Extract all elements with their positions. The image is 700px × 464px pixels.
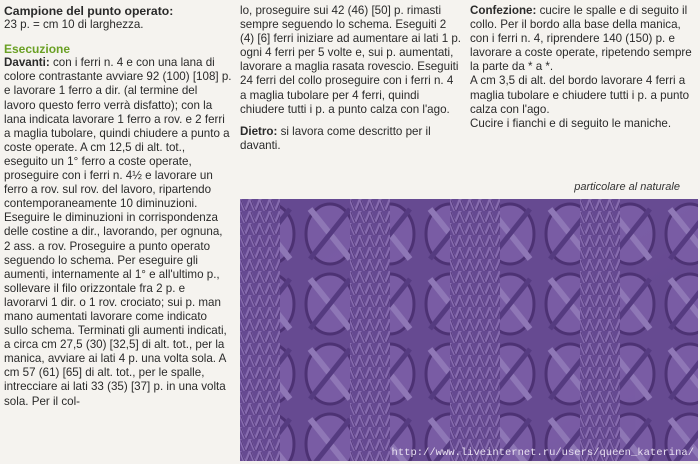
dietro-paragraph — [240, 125, 462, 153]
davanti-label: Davanti: — [4, 56, 50, 70]
section-title: Esecuzione — [4, 42, 71, 57]
confezione-text: cucire le spalle e di seguito il collo. Per il bordo alla base della manica, con i ferri n. 4, riprendere 140 (150) p. e lavorare a coste operate, ripetendo sempre la parte da * a *. — [470, 4, 692, 74]
gauge-title: Campione del punto operato: — [4, 4, 174, 18]
photo-caption: particolare al naturale — [574, 181, 680, 193]
davanti-text: con i ferri n. 4 e con una lana di colore contrastante avviare 92 (100) [108] p. e lavorare 1 ferro a dir. (al termine del lavoro questo ferro verrà disfatto); con la lana indicata lavorare 1 ferro a rov. e 2 ferri a maglia tubolare, quindi chiudere a punto a coste operate. A cm 12,5 di alt. tot., eseguito un 1° ferro a coste operate, proseguire con i ferri n. 4½ e lavorare un ferro a rov. sul rov. del lavoro, ripartendo contemporaneamente 10 diminuzioni. Eseguire le diminuzioni in corrispondenza delle costine a dir., lavorando, per ognuna, 2 ass. a rov. Proseguire a punto operato seguendo lo schema. Per eseguire gli aumenti, internamente al 1° e all'ultimo p., sollevare il filo orizzontale fra 2 p. e lavorarvi 1 dir. o 1 rov. crociato; sui p. man mano aumentati lavorare come indicato sullo schema. Terminati gli aumenti indicati, a circa cm 27,5 (30) [32,5] di alt. tot., per la manica, avviare ai lati 4 p. una volta sola. A cm 57 (61) [65] di alt. tot., per le spalle, intrecciare ai lati 33 (35) [37] p. in una volta sola. Per il col- — [4, 56, 232, 408]
confezione-paragraph — [470, 4, 696, 74]
knit-photo — [240, 199, 698, 461]
watermark-url: http://www.liveinternet.ru/users/queen_katerina/ — [391, 447, 694, 459]
column-right — [470, 4, 696, 131]
bordo-paragraph: A cm 3,5 di alt. del bordo lavorare 4 ferri a maglia tubolare e chiudere tutti i p. a punto calza con l'ago. — [470, 74, 690, 116]
dietro-text: si lavora come descritto per il davanti. — [240, 124, 431, 152]
column-left — [4, 4, 232, 409]
column-middle — [240, 4, 462, 153]
cucire-paragraph: Cucire i fianchi e di seguito le maniche. — [470, 116, 672, 130]
collo-paragraph: lo, proseguire sui 42 (46) [50] p. rimasti sempre seguendo lo schema. Eseguiti 2 (4) [6] ferri iniziare ad aumentare ai lati 1 p. ogni 4 ferri per 5 volte e, sui p. aumentati, lavorare a maglia rasata rovescio. Eseguiti 24 ferri del collo proseguire con i ferri n. 4 a maglia tubolare per 4 ferri, quindi chiudere tutti i p. a punto calza con l'ago. — [240, 4, 462, 116]
confezione-label: Confezione: — [470, 4, 537, 17]
dietro-label: Dietro: — [240, 124, 278, 138]
davanti-paragraph — [4, 56, 232, 408]
gauge-text: 23 p. = cm 10 di larghezza. — [4, 18, 144, 32]
knit-texture-image — [240, 199, 698, 461]
